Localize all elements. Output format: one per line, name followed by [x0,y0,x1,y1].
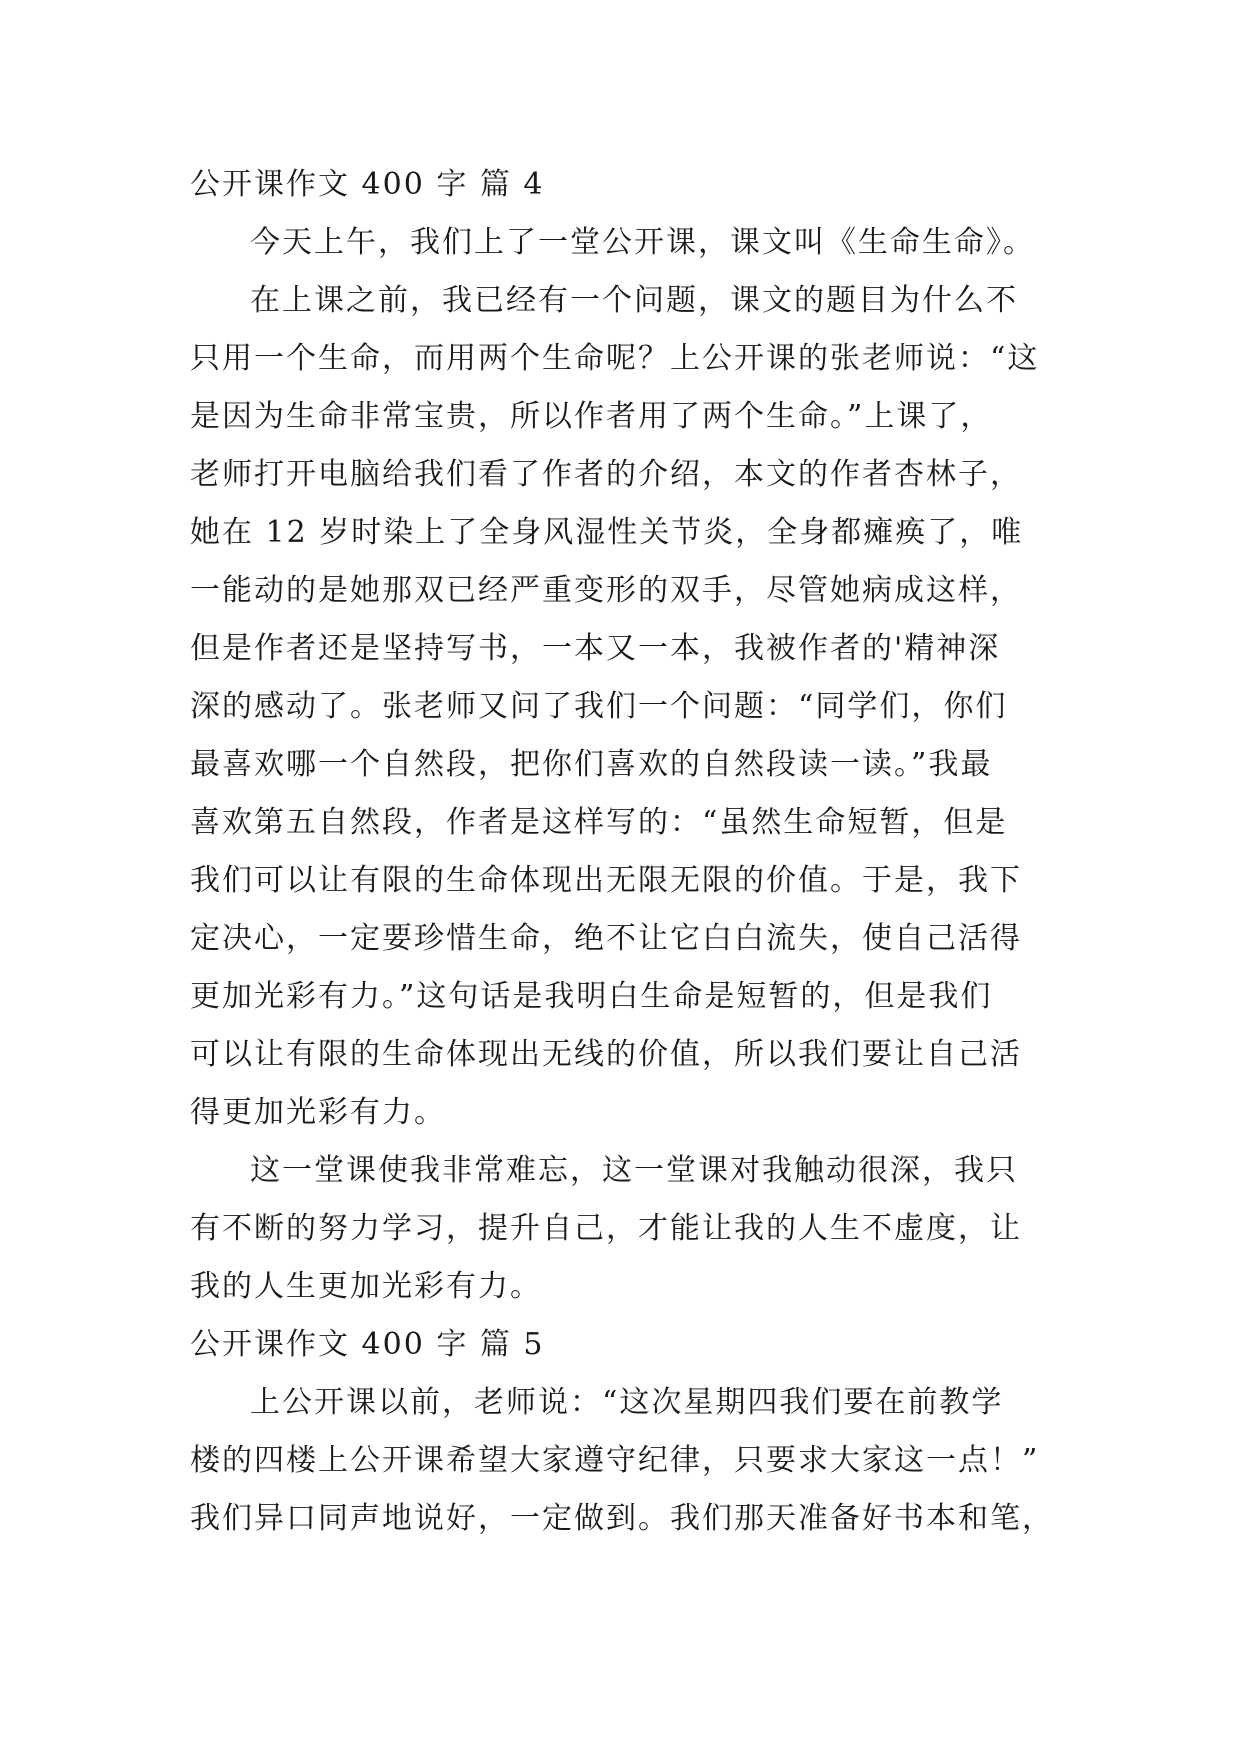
paragraph-line: 我们异口同声地说好，一定做到。我们那天准备好书本和笔， [190,1501,1054,1536]
essay-heading-4: 公开课作文 400 字 篇 4 [190,167,545,202]
paragraph-line: 是因为生命非常宝贵，所以作者用了两个生命。”上课了， [190,399,993,434]
paragraph-line: 老师打开电脑给我们看了作者的介绍，本文的作者杏林子， [190,457,1022,492]
paragraph-line: 我的人生更加光彩有力。 [190,1269,542,1304]
paragraph-line: 在上课之前，我已经有一个问题，课文的题目为什么不 [250,283,1018,318]
paragraph-line: 我们可以让有限的生命体现出无限无限的价值。于是，我下 [190,863,1022,898]
essay-heading-5: 公开课作文 400 字 篇 5 [190,1327,545,1362]
paragraph-line: 更加光彩有力。”这句话是我明白生命是短暂的，但是我们 [190,979,993,1014]
paragraph-line: 上公开课以前，老师说：“这次星期四我们要在前教学 [250,1385,1004,1420]
paragraph-line: 深的感动了。张老师又问了我们一个问题：“同学们，你们 [190,689,1008,724]
paragraph-line: 可以让有限的生命体现出无线的价值，所以我们要让自己活 [190,1037,1022,1072]
paragraph-line: 但是作者还是坚持写书，一本又一本，我被作者的'精神深 [190,631,1001,666]
paragraph-line: 今天上午，我们上了一堂公开课，课文叫《生命生命》。 [250,225,1035,260]
paragraph-line: 定决心，一定要珍惜生命，绝不让它白白流失，使自己活得 [190,921,1022,956]
paragraph-line: 这一堂课使我非常难忘，这一堂课对我触动很深，我只 [250,1153,1018,1188]
paragraph-line: 有不断的努力学习，提升自己，才能让我的人生不虚度，让 [190,1211,1022,1246]
paragraph-line: 喜欢第五自然段，作者是这样写的：“虽然生命短暂，但是 [190,805,1008,840]
paragraph-line: 一能动的是她那双已经严重变形的双手，尽管她病成这样， [190,573,1022,608]
paragraph-line: 最喜欢哪一个自然段，把你们喜欢的自然段读一读。”我最 [190,747,993,782]
paragraph-line: 楼的四楼上公开课希望大家遵守纪律，只要求大家这一点！” [190,1443,1040,1478]
paragraph-line: 得更加光彩有力。 [190,1095,446,1130]
paragraph-line: 她在 12 岁时染上了全身风湿性关节炎，全身都瘫痪了，唯 [190,515,1024,550]
paragraph-line: 只用一个生命，而用两个生命呢？上公开课的张老师说：“这 [190,341,1040,376]
